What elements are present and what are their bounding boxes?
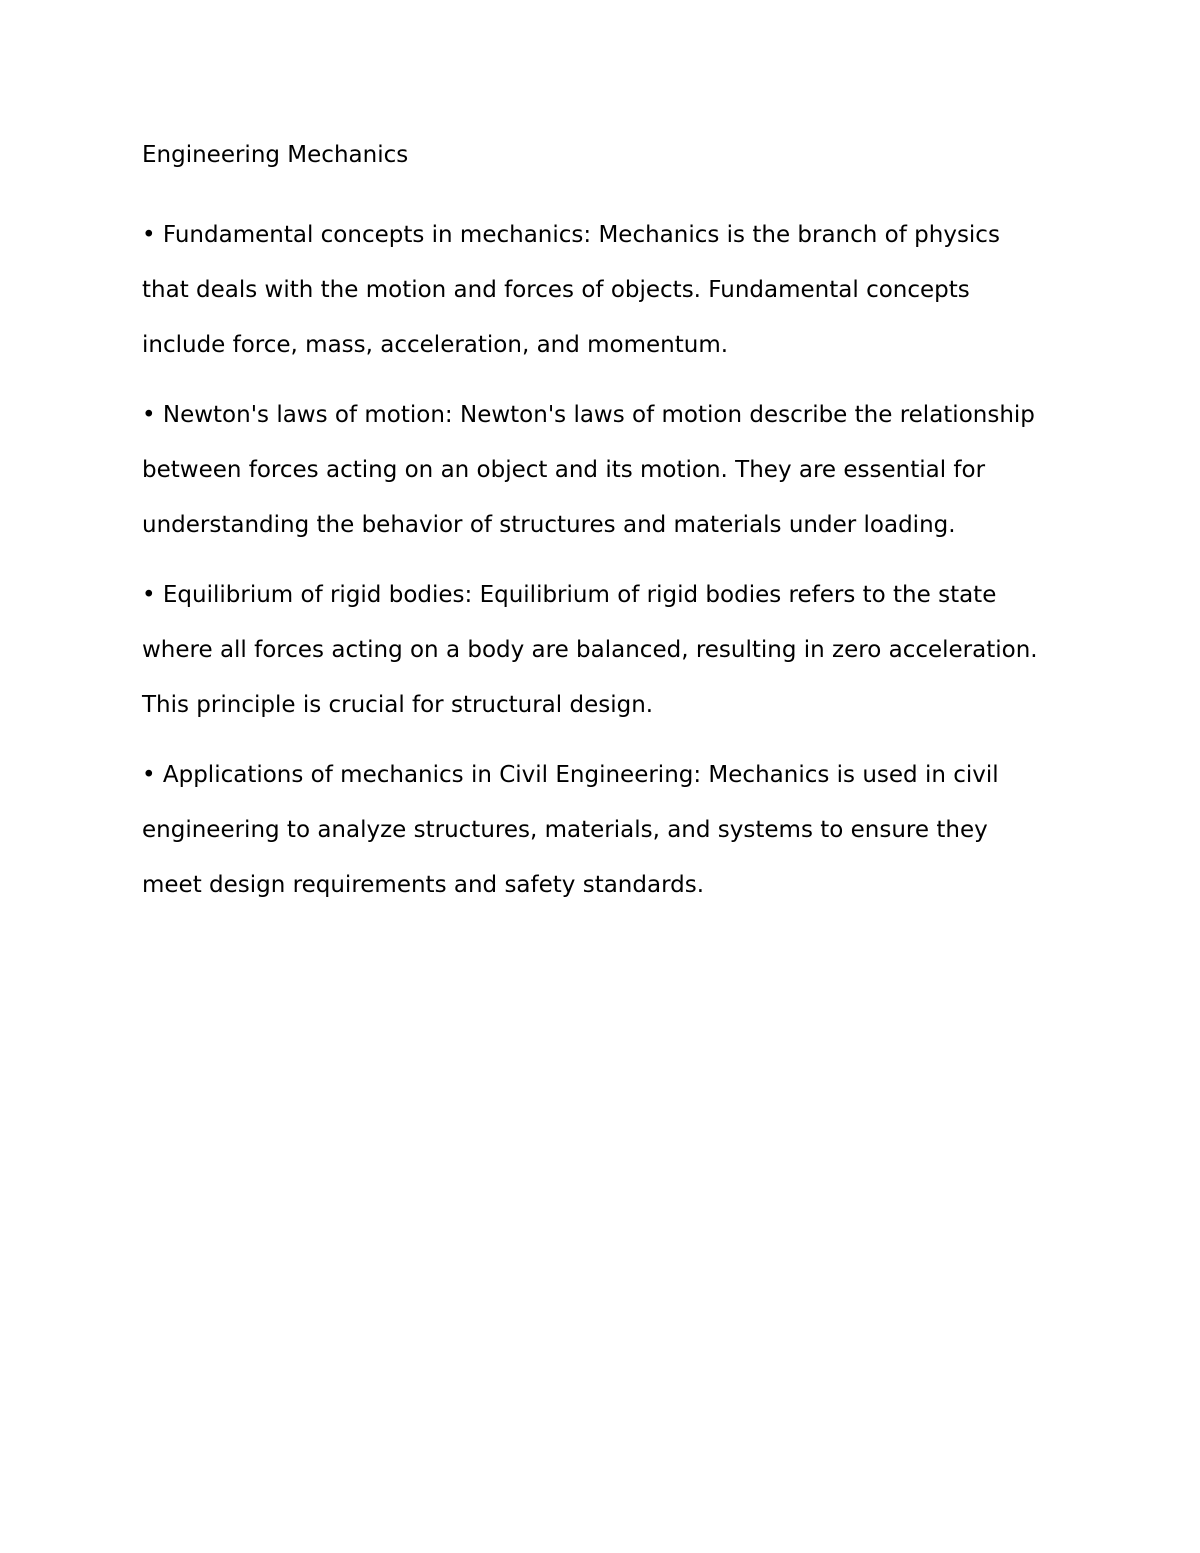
- document-title: Engineering Mechanics: [142, 142, 409, 168]
- paragraph-line: • Applications of mechanics in Civil Engineering: Mechanics is used in civil: [142, 762, 999, 788]
- paragraph-line: between forces acting on an object and its motion. They are essential for: [142, 457, 986, 483]
- paragraph-line: understanding the behavior of structures and materials under loading.: [142, 512, 956, 538]
- paragraph-line: • Fundamental concepts in mechanics: Mechanics is the branch of physics: [142, 222, 1000, 248]
- paragraph-line: that deals with the motion and forces of objects. Fundamental concepts: [142, 277, 970, 303]
- paragraph-line: • Newton's laws of motion: Newton's laws of motion describe the relationship: [142, 402, 1035, 428]
- paragraph-line: include force, mass, acceleration, and momentum.: [142, 332, 729, 358]
- paragraph-line: engineering to analyze structures, materials, and systems to ensure they: [142, 817, 988, 843]
- paragraph-line: This principle is crucial for structural design.: [142, 692, 654, 718]
- bullet-paragraph-equilibrium: [142, 568, 1070, 733]
- bullet-paragraph-applications: [142, 748, 1070, 913]
- paragraph-line: • Equilibrium of rigid bodies: Equilibrium of rigid bodies refers to the state: [142, 582, 997, 608]
- paragraph-line: meet design requirements and safety standards.: [142, 872, 705, 898]
- paragraph-line: where all forces acting on a body are balanced, resulting in zero acceleration.: [142, 637, 1038, 663]
- bullet-paragraph-newtons-laws: [142, 388, 1070, 553]
- bullet-paragraph-fundamental-concepts: [142, 208, 1070, 373]
